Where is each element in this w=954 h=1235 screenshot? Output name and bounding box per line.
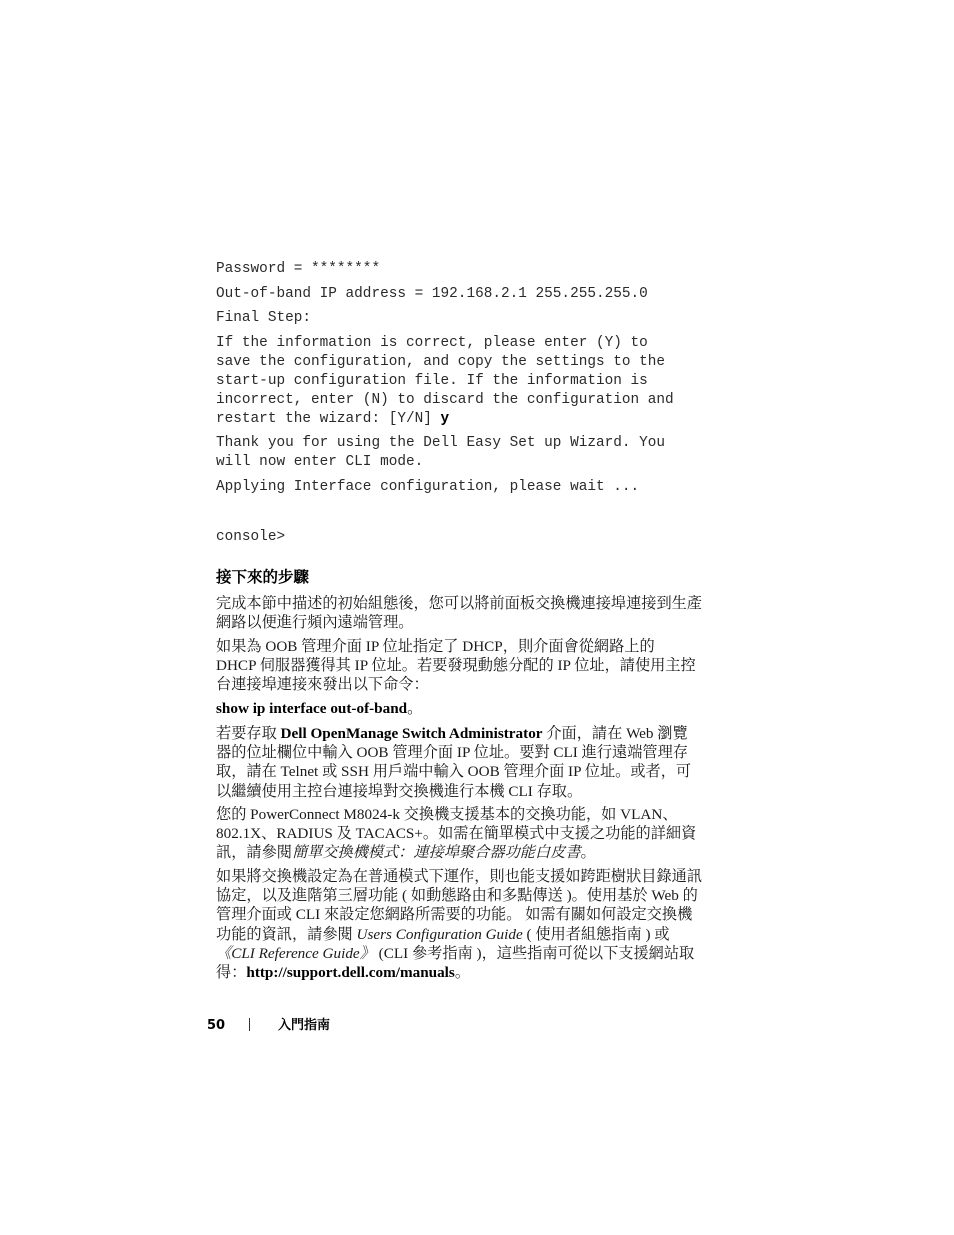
users-guide-title: Users Configuration Guide xyxy=(356,925,523,943)
paragraph-2-line-2: DHCP 伺服器獲得其 IP 位址。若要發現動態分配的 IP 位址，請使用主控 xyxy=(216,657,696,675)
paragraph-5-text-cont-3: 得： xyxy=(216,964,247,982)
paragraph-5-line-3: 管理介面或 CLI 來設定您網路所需要的功能。 如需有關如何設定交換機 xyxy=(216,906,693,924)
paragraph-4-line-2: 802.1X、RADIUS 及 TACACS+。如需在簡單模式中支援之功能的詳細資 xyxy=(216,825,697,843)
console-line-confirm-1: If the information is correct, please enter (Y) to xyxy=(216,335,648,351)
console-line-applying: Applying Interface configuration, please wait ... xyxy=(216,479,640,495)
product-name: Dell OpenManage Switch Administrator xyxy=(280,725,543,742)
section-heading: 接下來的步驟 xyxy=(216,568,310,586)
page-number: 50 xyxy=(207,1018,226,1033)
whitepaper-title: 簡單交換機模式：連接埠聚合器功能白皮書 xyxy=(291,844,581,862)
console-line-confirm-5 xyxy=(216,410,449,429)
paragraph-3 xyxy=(216,724,718,801)
paragraph-1-line-2: 網路以便進行頻內遠端管理。 xyxy=(216,614,414,632)
paragraph-5-period: 。 xyxy=(454,964,470,982)
paragraph-4-line-3 xyxy=(216,843,718,862)
console-user-input: y xyxy=(440,411,450,427)
paragraph-5-text: 功能的資訊，請參閱 xyxy=(216,925,357,943)
footer-title: 入門指南 xyxy=(278,1018,331,1033)
paragraph-4-line-1: 您的 PowerConnect M8024-k 交換機支援基本的交換功能，如 VLAN、 xyxy=(216,806,678,823)
command-text xyxy=(216,699,422,718)
support-url-link[interactable]: http://support.dell.com/manuals xyxy=(246,964,455,982)
console-restart-prompt: restart the wizard: [Y/N] xyxy=(216,411,441,427)
paragraph-5-text-cont: ( 使用者組態指南 ) 或 xyxy=(522,925,670,943)
command-show-ip: show ip interface out-of-band xyxy=(216,700,408,717)
paragraph-1 xyxy=(216,594,718,632)
console-line-password: Password = ******** xyxy=(216,261,381,277)
paragraph-5-text-cont-2: (CLI 參考指南 )，這些指南可從以下支援網站取 xyxy=(374,944,695,962)
paragraph-3-line-2: 器的位址欄位中輸入 OOB 管理介面 IP 位址。要對 CLI 進行遠端管理存 xyxy=(216,744,688,762)
paragraph-4-period: 。 xyxy=(580,844,596,862)
cli-guide-title: 《CLI Reference Guide》 xyxy=(216,944,375,962)
console-line-thanks-2: will now enter CLI mode. xyxy=(216,454,424,470)
paragraph-4 xyxy=(216,805,718,863)
paragraph-1-line-1: 完成本節中描述的初始組態後，您可以將前面板交換機連接埠連接到生產 xyxy=(216,595,702,612)
command-period: 。 xyxy=(407,700,423,717)
paragraph-5-line-1: 如果將交換機設定為在普通模式下運作，則也能支援如跨距樹狀目錄通訊 xyxy=(216,868,702,885)
paragraph-4-text: 訊，請參閱 xyxy=(216,844,292,862)
paragraph-3-line-3: 取，請在 Telnet 或 SSH 用戶端中輸入 OOB 管理介面 IP 位址。或者，可 xyxy=(216,763,692,781)
console-line-confirm-4: incorrect, enter (N) to discard the configuration and xyxy=(216,392,674,408)
console-line-confirm-2: save the configuration, and copy the settings to the xyxy=(216,354,666,370)
paragraph-3-line-4: 以繼續使用主控台連接埠對交換機進行本機 CLI 存取。 xyxy=(216,782,583,800)
paragraph-5-line-6 xyxy=(216,963,718,982)
footer-divider xyxy=(249,1018,250,1031)
console-line-oob-ip: Out-of-band IP address = 192.168.2.1 255.255.255.0 xyxy=(216,286,648,302)
paragraph-2-line-1: 如果為 OOB 管理介面 IP 位址指定了 DHCP，則介面會從網路上的 xyxy=(216,638,655,655)
console-prompt: console> xyxy=(216,529,286,545)
paragraph-5-line-5 xyxy=(216,944,718,963)
paragraph-5 xyxy=(216,867,718,982)
paragraph-5-line-4 xyxy=(216,925,718,944)
paragraph-3-text-end: 介面，請在 Web 瀏覽 xyxy=(542,725,688,742)
paragraph-3-text: 若要存取 xyxy=(216,725,281,742)
paragraph-2-line-3: 台連接埠連接來發出以下命令： xyxy=(216,676,429,694)
paragraph-3-line-1 xyxy=(216,724,718,743)
console-line-thanks-1: Thank you for using the Dell Easy Set up Wizard. You xyxy=(216,435,666,451)
paragraph-5-line-2: 協定，以及進階第三層功能 ( 如動態路由和多點傳送 )。使用基於 Web 的 xyxy=(216,887,698,905)
paragraph-2 xyxy=(216,637,718,695)
console-line-final-step: Final Step: xyxy=(216,310,311,326)
console-line-confirm-3: start-up configuration file. If the information is xyxy=(216,373,648,389)
